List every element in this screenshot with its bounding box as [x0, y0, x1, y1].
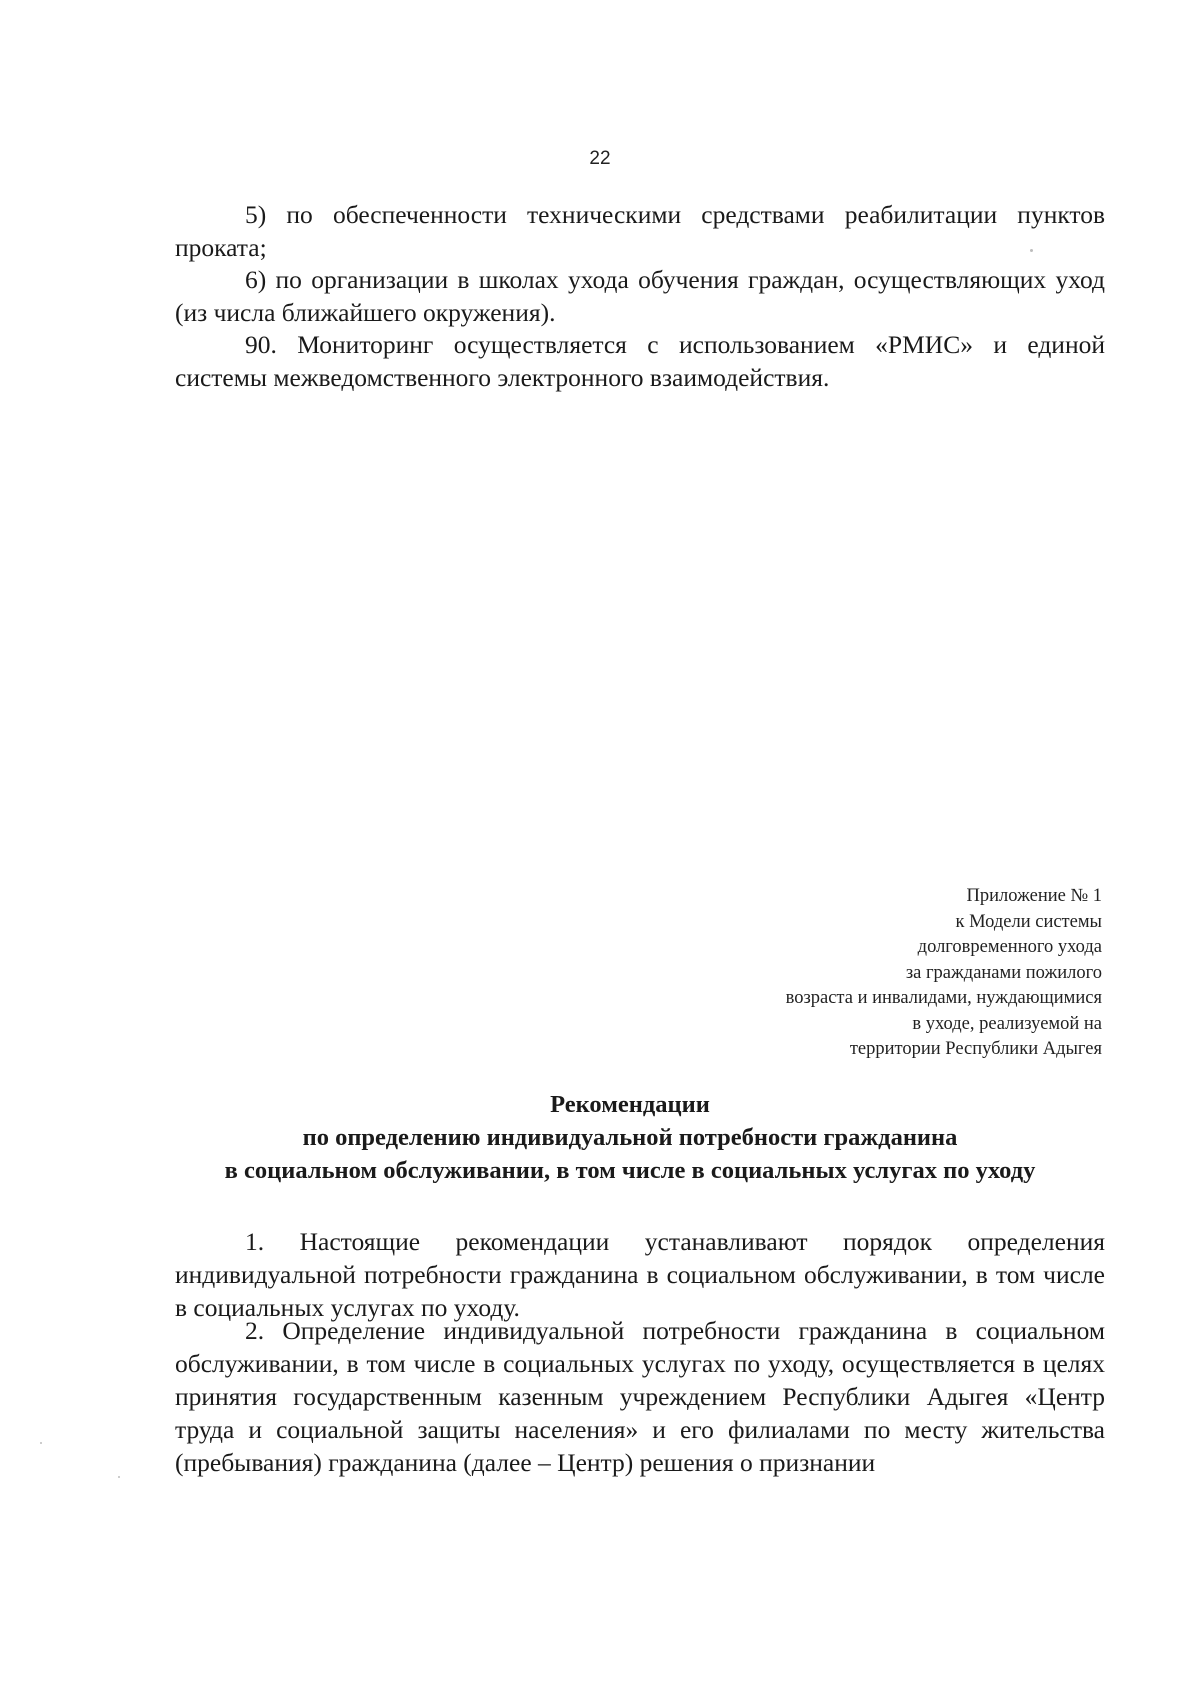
list-item-5-first-line: 5) по обеспеченности техническими средствами реабилитации пунктов [245, 200, 1105, 229]
scan-speck [40, 1442, 42, 1444]
paragraph-2 [175, 1314, 1105, 1479]
list-item-6-rest: уход (из числа ближайшего окружения). [175, 265, 1106, 327]
appendix-line: долговременного ухода [917, 937, 1102, 957]
page-number: 22 [589, 148, 611, 169]
appendix-line: к Модели системы [955, 911, 1102, 932]
appendix-line: возраста и инвалидами, нуждающимися [785, 988, 1102, 1008]
paragraph-1 [175, 1225, 1105, 1324]
list-item-6-first-line: 6) по организации в школах ухода обучения граждан, осуществляющих [245, 265, 1047, 294]
scan-speck [118, 1476, 120, 1478]
list-item-5 [175, 198, 1105, 264]
heading-title: Рекомендации [550, 1091, 710, 1118]
scan-speck [1030, 249, 1033, 252]
paragraph-2-text: 2. Определение индивидуальной потребности гражданина в социальном обслуживании, в том числе в социальных услугах по уходу, осуществляется в целях принятия государственным казенным учреждением Республики Адыгея «Центр труда и социальной защиты населения» и его филиалами по месту жительства (пребывания) гражданина (далее – Центр) решения о признании [175, 1316, 1105, 1477]
heading-line: по определению индивидуальной потребности гражданина [302, 1124, 958, 1151]
paragraph-1-text: 1. Настоящие рекомендации устанавливают порядок определения индивидуальной потребности гражданина в социальном обслуживании, в том числе в социальных услугах по уходу. [175, 1227, 1105, 1322]
heading-line: в социальном обслуживании, в том числе в социальных услугах по уходу [224, 1157, 1036, 1184]
appendix-line: в уходе, реализуемой на [912, 1013, 1102, 1034]
appendix-line: территории Республики Адыгея [849, 1039, 1102, 1059]
appendix-note [682, 884, 1102, 1063]
appendix-line: Приложение № 1 [966, 886, 1102, 906]
appendix-line: за гражданами пожилого [905, 962, 1102, 983]
paragraph-90-first-line: 90. Мониторинг осуществляется с использованием «РМИС» и единой [245, 330, 1105, 359]
list-item-5-rest: проката; [175, 233, 267, 262]
paragraph-90 [175, 328, 1105, 394]
list-item-6 [175, 263, 1105, 329]
section-heading [150, 1088, 1110, 1187]
paragraph-90-rest: системы межведомственного электронного взаимодействия. [175, 363, 830, 392]
